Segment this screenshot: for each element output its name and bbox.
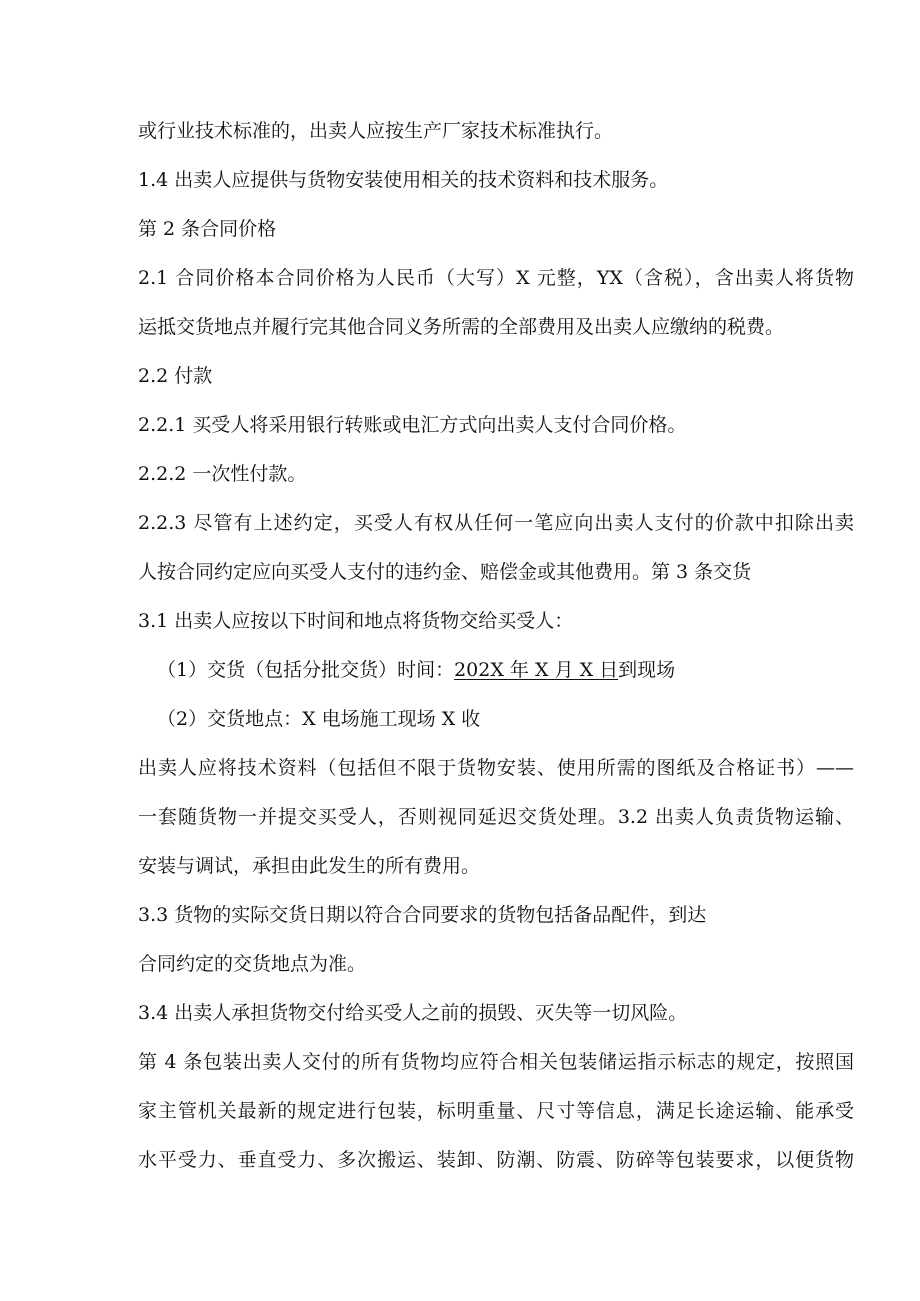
text-line: 人按合同约定应向买受人支付的违约金、赔偿金或其他费用。第 3 条交货 <box>138 561 752 583</box>
text-line: 出卖人应将技术资料（包括但不限于货物安装、使用所需的图纸及合格证书）—— <box>138 757 854 779</box>
text-line: 2.2.2 一次性付款。 <box>138 463 307 485</box>
delivery-place-item: （2）交货地点：X 电场施工现场 X 收 <box>157 708 481 730</box>
delivery-time-tail: 到现场 <box>618 659 676 681</box>
delivery-time-label: （1）交货（包括分批交货）时间： <box>157 659 455 681</box>
text-line: 第 4 条包装出卖人交付的所有货物均应符合相关包装储运指示标志的规定，按照国 <box>138 1051 854 1073</box>
text-line: 或行业技术标准的，出卖人应按生产厂家技术标准执行。 <box>138 120 614 142</box>
text-line: 运抵交货地点并履行完其他合同义务所需的全部费用及出卖人应缴纳的税费。 <box>138 316 785 338</box>
text-line: 安装与调试，承担由此发生的所有费用。 <box>138 855 481 877</box>
text-line: 2.1 合同价格本合同价格为人民币（大写）X 元整，YX（含税），含出卖人将货物 <box>138 267 854 289</box>
text-line: 水平受力、垂直受力、多次搬运、装卸、防潮、防震、防碎等包装要求，以便货物 <box>138 1149 854 1171</box>
text-line: 2.2 付款 <box>138 365 213 387</box>
text-line: 3.4 出卖人承担货物交付给买受人之前的损毁、灭失等一切风险。 <box>138 1002 688 1024</box>
text-line: 3.1 出卖人应按以下时间和地点将货物交给买受人： <box>138 610 574 632</box>
text-line: 一套随货物一并提交买受人，否则视同延迟交货处理。3.2 出卖人负责货物运输、 <box>138 806 854 828</box>
text-line: 1.4 出卖人应提供与货物安装使用相关的技术资料和技术服务。 <box>138 169 669 191</box>
section-heading: 第 2 条合同价格 <box>138 218 277 240</box>
text-line: 合同约定的交货地点为准。 <box>138 953 367 975</box>
delivery-time-item <box>157 658 675 682</box>
text-line: 家主管机关最新的规定进行包装，标明重量、尺寸等信息，满足长途运输、能承受 <box>138 1100 854 1122</box>
text-line: 3.3 货物的实际交货日期以符合合同要求的货物包括备品配件，到达 <box>138 904 707 926</box>
text-line: 2.2.3 尽管有上述约定，买受人有权从任何一笔应向出卖人支付的价款中扣除出卖 <box>138 512 854 534</box>
text-line: 2.2.1 买受人将采用银行转账或电汇方式向出卖人支付合同价格。 <box>138 414 687 436</box>
delivery-date: 202X 年 X 月 X 日 <box>454 659 619 681</box>
